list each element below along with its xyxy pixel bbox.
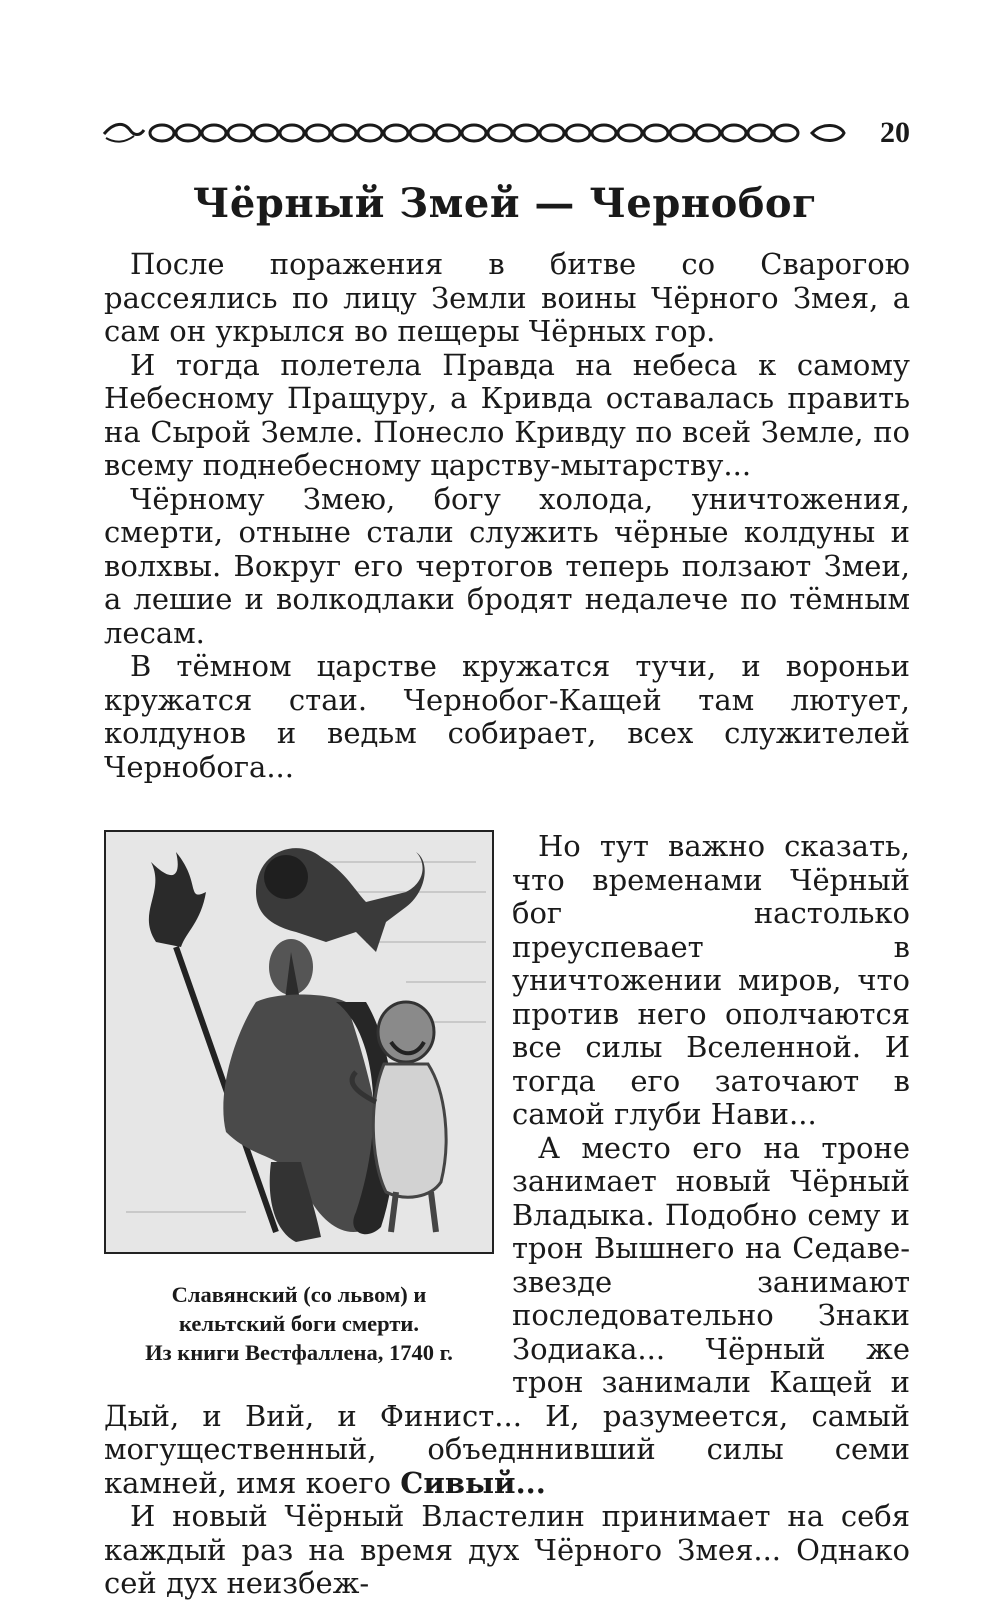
name-sivy: Сивый...: [400, 1465, 546, 1500]
chapter-title: Чёрный Змей — Чернобог: [192, 180, 818, 227]
ornament-link: [514, 125, 538, 141]
paragraph-2: И тогда полетела Правда на небеса к самому Небесному Пращуру, а Кривда оставалась править на Сырой Земле. Понесло Кривду по всей Земле, по всему поднебесному царству-мытарству...: [104, 347, 910, 482]
ornament-link: [748, 125, 772, 141]
ornament-link: [332, 125, 356, 141]
ornament-link: [410, 125, 434, 141]
figure: [104, 830, 500, 1367]
ornament-link: [592, 125, 616, 141]
ornament-link: [722, 125, 746, 141]
ornament-link: [202, 125, 226, 141]
paragraph-4: В тёмном царстве кружатся тучи, и вороньи кружатся стаи. Чернобог-Кащей там лютует, колдунов и ведьм собирает, всех служителей Чернобога...: [104, 649, 910, 784]
engraving-illustration: [106, 832, 492, 1252]
caption-line-3: Из книги Вестфаллена, 1740 г.: [145, 1340, 453, 1365]
ornament-link: [358, 125, 382, 141]
engraving-image: [104, 830, 494, 1254]
body-text: [104, 248, 910, 1601]
paragraph-3: Чёрному Змею, богу холода, уничтожения, смерти, отныне стали служить чёрные колдуны и волхвы. Вокруг его чертогов теперь ползают Змеи, а лешие и волкодлаки бродят недалече по тёмным лесам.: [104, 481, 910, 650]
ornament-link: [488, 125, 512, 141]
ornament-link: [774, 125, 798, 141]
paragraph-7: И новый Чёрный Властелин принимает на себя каждый раз на время дух Чёрного Змея... Однако сей дух неизбеж-: [104, 1499, 910, 1600]
ornament-link: [176, 125, 200, 141]
figure-caption: [104, 1280, 494, 1367]
ornament-link: [280, 125, 304, 141]
paragraph-6-text: А место его на троне занимает новый Чёрный Владыка. Подобно сему и трон Вышнего на Седаве-звезде занимают последовательно Знаки Зодиака... Чёрный же трон занимали Кащей и Дый, и Вий, и Финист... И, разумеется, самый могущественный, объедннивший силы семи камней, имя коего: [104, 1130, 910, 1500]
ornament-link: [670, 125, 694, 141]
ornament-link: [150, 125, 174, 141]
ornament-link: [462, 125, 486, 141]
page-number: 20: [880, 116, 910, 149]
ornament-link: [228, 125, 252, 141]
caption-line-1: Славянский (со львом) и: [171, 1282, 427, 1307]
ornament-link: [540, 125, 564, 141]
ornament-link: [644, 125, 668, 141]
ornament-link: [384, 125, 408, 141]
ornament-link: [618, 125, 642, 141]
page-header: [100, 112, 910, 154]
paragraph-5: Но тут важно сказать, что временами Чёрный бог настолько преуспевает в уничтожении миров, что против него ополчаются все силы Вселенной. И тогда его заточают в самой глуби Нави...: [512, 829, 910, 1131]
ornament-link: [566, 125, 590, 141]
caption-line-2: кельтский боги смерти.: [178, 1311, 420, 1336]
ornament-link: [436, 125, 460, 141]
ornament-link: [254, 125, 278, 141]
braided-rope-ornament-icon: [100, 118, 852, 148]
ornament-link: [306, 125, 330, 141]
paragraph-1: После поражения в битве со Сварогою рассеялись по лицу Земли воины Чёрного Змея, а сам он укрылся во пещеры Чёрных гор.: [104, 247, 910, 348]
ornament-link: [696, 125, 720, 141]
